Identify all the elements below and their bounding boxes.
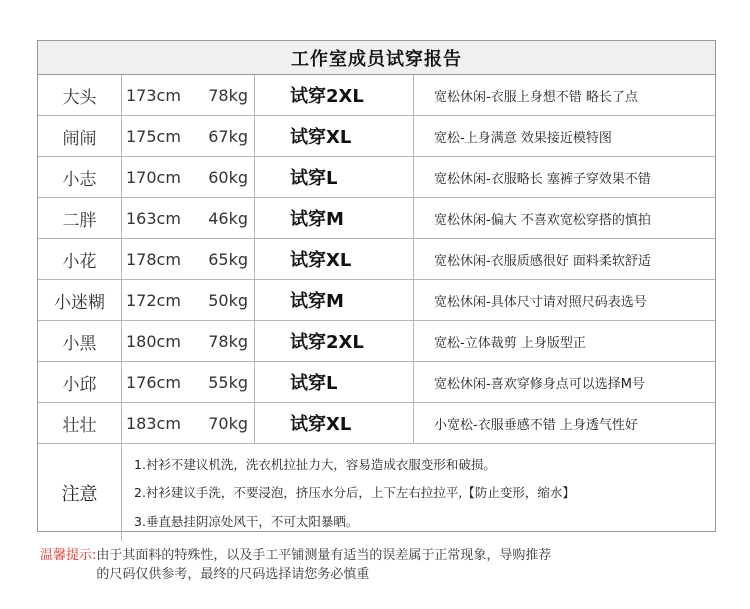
fit-comment: 宽松休闲-具体尺寸请对照尺码表选号: [434, 294, 647, 310]
member-weight: 78kg: [208, 85, 248, 105]
tried-size: 试穿XL: [255, 116, 414, 156]
member-measurements: [122, 321, 255, 361]
member-height: 178cm: [126, 249, 181, 269]
tip-text: [96, 546, 551, 584]
fit-comment: 宽松-立体裁剪 上身版型正: [434, 335, 586, 351]
member-measurements: [122, 403, 255, 443]
fit-comment: 宽松休闲-衣服略长 塞裤子穿效果不错: [434, 171, 651, 187]
tried-size: 试穿L: [255, 157, 414, 197]
member-name: 小邱: [38, 362, 122, 402]
table-row: [38, 362, 715, 403]
member-weight: 70kg: [208, 413, 248, 433]
member-name: 闹闹: [38, 116, 122, 156]
notes-list: [122, 444, 715, 541]
member-rows: [38, 75, 715, 444]
report-title: 工作室成员试穿报告: [38, 41, 715, 75]
fit-comment: 宽松休闲-衣服质感很好 面料柔软舒适: [434, 253, 651, 269]
member-name: 小黑: [38, 321, 122, 361]
fit-comment: 小宽松-衣服垂感不错 上身透气性好: [434, 417, 638, 433]
tip-line: 的尺码仅供参考，最终的尺码选择请您务必慎重: [96, 567, 370, 582]
table-row: [38, 157, 715, 198]
table-row: [38, 239, 715, 280]
member-height: 172cm: [126, 290, 181, 310]
table-row: [38, 403, 715, 444]
care-notes: [38, 444, 715, 541]
tip-line: 由于其面料的特殊性，以及手工平铺测量有适当的误差属于正常现象，导购推荐: [96, 548, 552, 563]
member-name: 小志: [38, 157, 122, 197]
member-height: 176cm: [126, 372, 181, 392]
fit-comment: 宽松休闲-喜欢穿修身点可以选择M号: [434, 376, 645, 392]
tried-size: 试穿M: [255, 198, 414, 238]
member-name: 小花: [38, 239, 122, 279]
tried-size: 试穿L: [255, 362, 414, 402]
table-row: [38, 321, 715, 362]
member-name: 壮壮: [38, 403, 122, 443]
fitting-report-table: [37, 40, 716, 532]
member-measurements: [122, 75, 255, 115]
table-row: [38, 198, 715, 239]
member-name: 大头: [38, 75, 122, 115]
tried-size: 试穿XL: [255, 403, 414, 443]
member-weight: 60kg: [208, 167, 248, 187]
tried-size: 试穿2XL: [255, 321, 414, 361]
member-measurements: [122, 157, 255, 197]
note-item: 1.衬衫不建议机洗，洗衣机拉扯力大，容易造成衣服变形和破损。: [134, 457, 496, 473]
member-weight: 46kg: [208, 208, 248, 228]
member-height: 163cm: [126, 208, 181, 228]
member-weight: 67kg: [208, 126, 248, 146]
table-row: [38, 280, 715, 321]
table-row: [38, 75, 715, 116]
member-height: 183cm: [126, 413, 181, 433]
member-weight: 50kg: [208, 290, 248, 310]
notes-label: 注意: [38, 444, 122, 541]
member-height: 180cm: [126, 331, 181, 351]
member-measurements: [122, 116, 255, 156]
member-height: 173cm: [126, 85, 181, 105]
tried-size: 试穿XL: [255, 239, 414, 279]
member-measurements: [122, 362, 255, 402]
member-measurements: [122, 280, 255, 320]
table-row: [38, 116, 715, 157]
fit-comment: 宽松休闲-衣服上身想不错 略长了点: [434, 89, 638, 105]
member-weight: 55kg: [208, 372, 248, 392]
member-name: 二胖: [38, 198, 122, 238]
tried-size: 试穿M: [255, 280, 414, 320]
member-measurements: [122, 198, 255, 238]
member-name: 小迷糊: [38, 280, 122, 320]
note-item: 3.垂直悬挂阴凉处风干，不可太阳暴晒。: [134, 513, 359, 529]
warm-tip: [40, 546, 551, 584]
fit-comment: 宽松休闲-偏大 不喜欢宽松穿搭的慎拍: [434, 212, 651, 228]
member-weight: 78kg: [208, 331, 248, 351]
note-item: 2.衬衫建议手洗，不要浸泡，挤压水分后，上下左右拉拉平,【防止变形，缩水】: [134, 485, 575, 501]
member-weight: 65kg: [208, 249, 248, 269]
tried-size: 试穿2XL: [255, 75, 414, 115]
tip-label: 温馨提示:: [40, 548, 97, 563]
member-measurements: [122, 239, 255, 279]
fit-comment: 宽松-上身满意 效果接近模特图: [434, 130, 612, 146]
member-height: 175cm: [126, 126, 181, 146]
member-height: 170cm: [126, 167, 181, 187]
